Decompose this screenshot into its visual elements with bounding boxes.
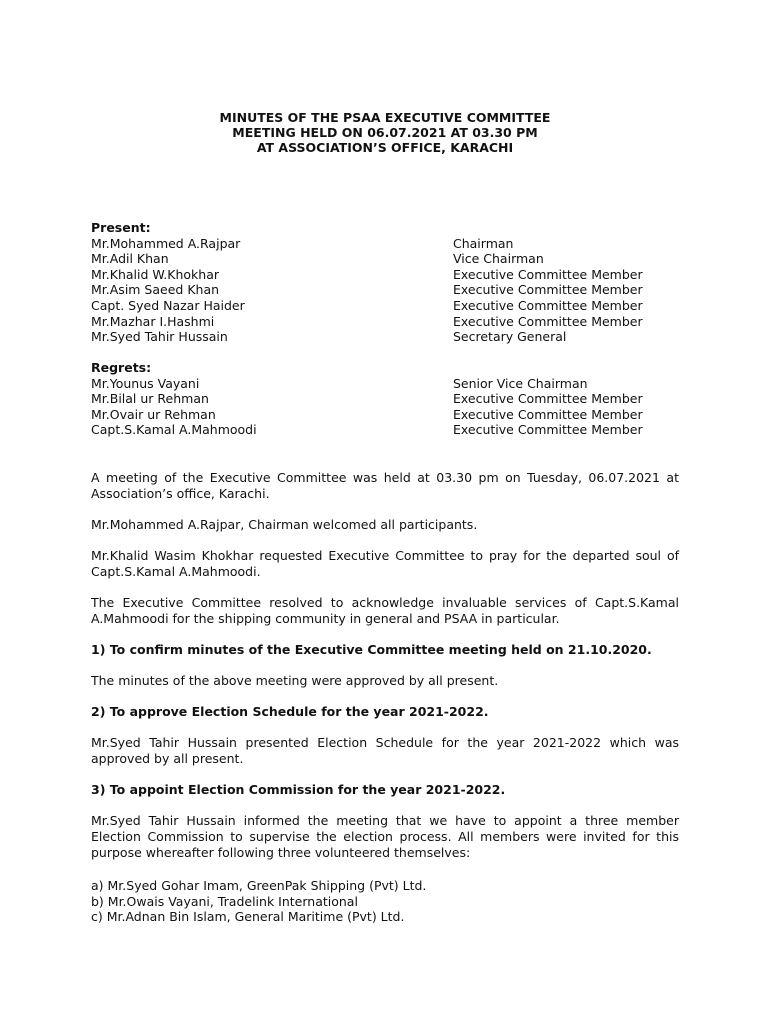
- agenda-item-3-heading: 3) To appoint Election Commission for the year 2021-2022.: [91, 782, 506, 797]
- regrets-role: Senior Vice Chairman: [453, 375, 588, 391]
- attendee-name: Mr.Asim Saeed Khan: [91, 282, 220, 298]
- resolution-paragraph: The Executive Committee resolved to acknowledge invaluable services of Capt.S.Kamal A.Mahmoodi for the shipping community in general and PSAA in particular.: [91, 595, 679, 626]
- attendee-name: Mr.Syed Tahir Hussain: [91, 329, 228, 345]
- attendee-name: Capt. Syed Nazar Haider: [91, 297, 245, 313]
- regrets-name: Capt.S.Kamal A.Mahmoodi: [91, 422, 257, 438]
- attendee-name: Mr.Mazhar I.Hashmi: [91, 313, 215, 329]
- attendee-role: Executive Committee Member: [453, 266, 643, 282]
- regrets-row: [91, 407, 681, 423]
- regrets-name: Mr.Bilal ur Rehman: [91, 391, 209, 407]
- intro-paragraph: A meeting of the Executive Committee was held at 03.30 pm on Tuesday, 06.07.2021 at Association’s office, Karachi.: [91, 470, 679, 501]
- volunteer-list: [91, 878, 679, 925]
- agenda-item-1-text: The minutes of the above meeting were approved by all present.: [91, 673, 499, 688]
- volunteer-item: b) Mr.Owais Vayani, Tradelink International: [91, 893, 358, 909]
- agenda-item-1-heading: 1) To confirm minutes of the Executive Committee meeting held on 21.10.2020.: [91, 642, 652, 657]
- attendee-row: [91, 282, 681, 298]
- attendee-row: [91, 329, 681, 345]
- title-line-2: MEETING HELD ON 06.07.2021 AT 03.30 PM: [232, 125, 538, 140]
- regrets-heading: Regrets:: [91, 360, 152, 375]
- attendee-row: [91, 267, 681, 283]
- title-line-1: MINUTES OF THE PSAA EXECUTIVE COMMITTEE: [219, 110, 551, 125]
- attendee-name: Mr.Adil Khan: [91, 251, 169, 267]
- attendee-row: [91, 298, 681, 314]
- title-line-3: AT ASSOCIATION’S OFFICE, KARACHI: [256, 140, 514, 155]
- prayer-paragraph: Mr.Khalid Wasim Khokhar requested Executive Committee to pray for the departed soul of Capt.S.Kamal A.Mahmoodi.: [91, 548, 679, 579]
- attendee-role: Executive Committee Member: [453, 297, 643, 313]
- welcome-paragraph: Mr.Mohammed A.Rajpar, Chairman welcomed all participants.: [91, 517, 478, 532]
- attendee-role: Vice Chairman: [453, 251, 544, 267]
- agenda-item-3-text: Mr.Syed Tahir Hussain informed the meeting that we have to appoint a three member Election Commission to supervise the election process. All members were invited for this purpose whereafter following three volunteered themselves:: [91, 813, 679, 860]
- regrets-name: Mr.Ovair ur Rehman: [91, 406, 216, 422]
- attendee-row: [91, 236, 681, 252]
- regrets-role: Executive Committee Member: [453, 406, 643, 422]
- attendee-row: [91, 251, 681, 267]
- regrets-row: [91, 391, 681, 407]
- attendee-role: Chairman: [453, 235, 514, 251]
- attendee-role: Secretary General: [453, 329, 567, 345]
- attendee-row: [91, 314, 681, 330]
- agenda-item-2-heading: 2) To approve Election Schedule for the year 2021-2022.: [91, 704, 489, 719]
- regrets-row: [91, 422, 681, 438]
- attendee-name: Mr.Khalid W.Khokhar: [91, 266, 220, 282]
- regrets-role: Executive Committee Member: [453, 391, 643, 407]
- agenda-item-2-text: Mr.Syed Tahir Hussain presented Election Schedule for the year 2021-2022 which was approved by all present.: [91, 735, 679, 766]
- attendee-role: Executive Committee Member: [453, 313, 643, 329]
- present-heading: Present:: [91, 220, 151, 235]
- attendee-name: Mr.Mohammed A.Rajpar: [91, 235, 241, 251]
- regrets-row: [91, 376, 681, 392]
- regrets-role: Executive Committee Member: [453, 422, 643, 438]
- document-title: [0, 110, 770, 155]
- attendee-role: Executive Committee Member: [453, 282, 643, 298]
- regrets-section: [91, 360, 681, 438]
- regrets-name: Mr.Younus Vayani: [91, 375, 200, 391]
- volunteer-item: c) Mr.Adnan Bin Islam, General Maritime (Pvt) Ltd.: [91, 909, 405, 925]
- volunteer-item: a) Mr.Syed Gohar Imam, GreenPak Shipping (Pvt) Ltd.: [91, 878, 427, 893]
- minutes-body: [91, 470, 679, 925]
- present-section: [91, 220, 681, 345]
